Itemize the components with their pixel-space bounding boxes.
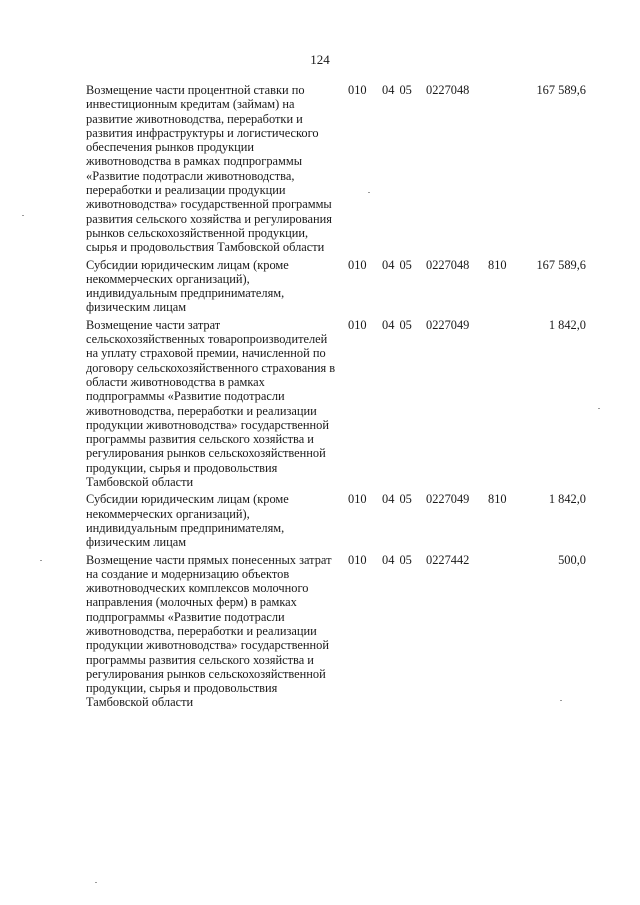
row-amount: 1 842,0 <box>548 317 586 332</box>
row-description: Возмещение части прямых понесенных затрат на создание и модернизацию объектов животноводческих комплексов молочного направления (молочных ферм) в рамках подпрограммы «Развитие подотрасли животноводства, переработки и реализации продукции животноводства» государственной программы развития сельского хозяйства и регулирования рынков сельскохозяйственной продукции, сырья и продовольствия Тамбовской области <box>86 552 332 710</box>
budget-table <box>86 83 586 713</box>
row-description: Субсидии юридическим лицам (кроме некоммерческих организаций), индивидуальным предпринимателям, физическим лицам <box>86 492 289 550</box>
row-section-code: 04 05 <box>382 552 412 567</box>
row-description: Возмещение части процентной ставки по инвестиционным кредитам (займам) на развитие животноводства, переработки и развития инфраструктуры и логистического обеспечения рынков продукции животноводства в рамках подпрограммы «Развитие подотрасли животноводства, переработки и реализации продукции животноводства» государственной программы развития сельского хозяйства и регулирования рынков сельскохозяйственной продукции, сырья и продовольствия Тамбовской области <box>86 83 332 255</box>
table-row <box>86 553 586 710</box>
row-expense-type-code: 810 <box>488 257 507 272</box>
page-number: 124 <box>310 52 330 67</box>
row-ministry-code: 010 <box>348 317 367 332</box>
row-section-code: 04 05 <box>382 83 412 97</box>
row-target-code: 0227442 <box>426 552 470 567</box>
table-row <box>86 318 586 490</box>
row-amount: 500,0 <box>558 552 586 567</box>
row-section-code: 04 05 <box>382 257 412 272</box>
row-amount: 167 589,6 <box>536 83 586 97</box>
row-description: Возмещение части затрат сельскохозяйственных товаропроизводителей на уплату страховой премии, начисленной по договору сельскохозяйственного страхования в области животноводства в рамках подпрограммы «Развитие подотрасли животноводства, переработки и реализации продукции животноводства» государственной программы развития сельского хозяйства и регулирования рынков сельскохозяйственной продукции, сырья и продовольствия Тамбовской области <box>86 317 336 490</box>
scan-speck <box>22 215 24 216</box>
row-target-code: 0227048 <box>426 83 470 97</box>
row-ministry-code: 010 <box>348 552 367 567</box>
table-row <box>86 83 586 255</box>
table-row <box>86 492 586 549</box>
scan-speck <box>40 560 42 561</box>
scan-speck <box>95 882 97 883</box>
table-row <box>86 258 586 315</box>
row-ministry-code: 010 <box>348 492 367 507</box>
row-amount: 1 842,0 <box>548 492 586 507</box>
row-ministry-code: 010 <box>348 83 367 97</box>
row-ministry-code: 010 <box>348 257 367 272</box>
row-expense-type-code: 810 <box>488 492 507 507</box>
row-target-code: 0227049 <box>426 317 470 332</box>
row-amount: 167 589,6 <box>536 257 586 272</box>
scan-speck <box>560 700 562 701</box>
row-section-code: 04 05 <box>382 317 412 332</box>
row-target-code: 0227048 <box>426 257 470 272</box>
scan-speck <box>598 408 600 409</box>
row-target-code: 0227049 <box>426 492 470 507</box>
row-description: Субсидии юридическим лицам (кроме некоммерческих организаций), индивидуальным предпринимателям, физическим лицам <box>86 257 289 315</box>
row-section-code: 04 05 <box>382 492 412 507</box>
scan-speck <box>368 192 370 193</box>
